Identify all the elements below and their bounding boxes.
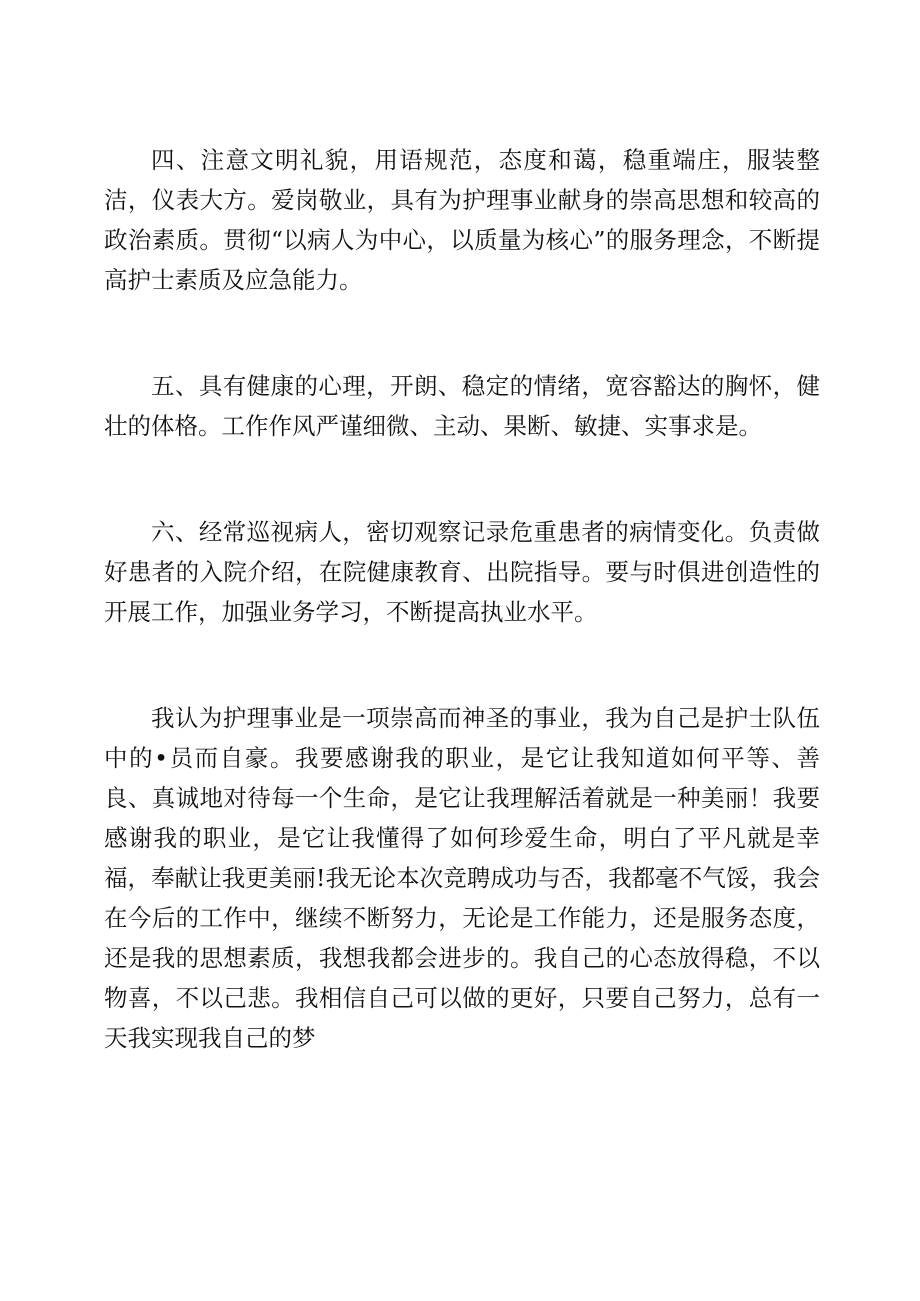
- paragraph-five: 五、具有健康的心理，开朗、稳定的情绪，宽容豁达的胸怀，健壮的体格。工作作风严谨细微、主动、果断、敏捷、实事求是。: [104, 372, 820, 440]
- document-body: [104, 140, 820, 1058]
- paragraph-conclusion: 我认为护理事业是一项崇高而神圣的事业，我为自己是护士队伍中的•员而自豪。我要感谢我的职业，是它让我知道如何平等、善良、真诚地对待每一个生命，是它让我理解活着就是一种美丽！我要感谢我的职业，是它让我懂得了如何珍爱生命，明白了平凡就是幸福，奉献让我更美丽!我无论本次竞聘成功与否，我都毫不气馁，我会在今后的工作中，继续不断努力，无论是工作能力，还是服务态度，还是我的思想素质，我想我都会进步的。我自己的心态放得稳，不以物喜，不以己悲。我相信自己可以做的更好，只要自己努力，总有一天我实现我自己的梦: [104, 704, 820, 1052]
- paragraph-four: 四、注意文明礼貌，用语规范，态度和蔼，稳重端庄，服装整洁，仪表大方。爱岗敬业，具有为护理事业献身的崇高思想和较高的政治素质。贯彻“以病人为中心，以质量为核心”的服务理念，不断提高护士素质及应急能力。: [104, 146, 820, 294]
- paragraph-six: 六、经常巡视病人，密切观察记录危重患者的病情变化。负责做好患者的入院介绍，在院健康教育、出院指导。要与时俱进创造性的开展工作，加强业务学习，不断提高执业水平。: [104, 518, 820, 626]
